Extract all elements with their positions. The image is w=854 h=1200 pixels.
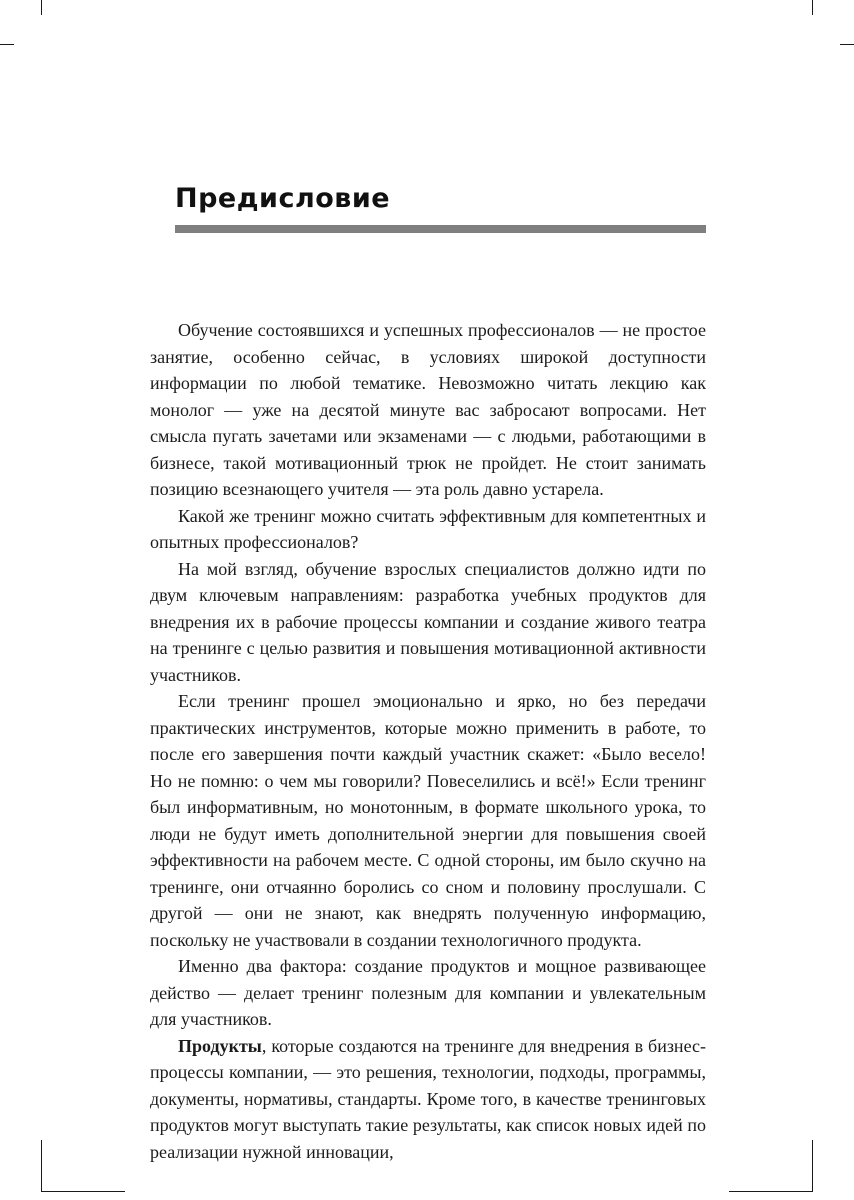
paragraph-1: Обучение состоявшихся и успешных профессионалов — не простое занятие, особенно сейчас, в условиях широкой доступности информации по любой тематике. Невозможно читать лекцию как монолог — уже на десятой минуте вас забросают вопросами. Нет смысла пугать зачетами или экзаменами — с людьми, работающими в бизнесе, такой мотивационный трюк не пройдет. Не стоит занимать позицию всезнающего учителя — эта роль давно устарела. (150, 320, 706, 499)
crop-mark-bottom-right-vertical (812, 1140, 813, 1192)
paragraph-3: На мой взгляд, обучение взрослых специалистов должно идти по двум ключевым направлениям: разработка учебных продуктов для внедрения их в рабочие процессы компании и создание живого театра на тренинге с целью развития и повышения мотивационной активности участников. (150, 558, 706, 685)
body-text (150, 317, 706, 1165)
crop-mark-top-left (41, 0, 42, 15)
paragraph-5: Именно два фактора: создание продуктов и мощное развивающее действо — делает тренинг полезным для компании и увлекательным для участников. (150, 956, 706, 1029)
page-content (150, 183, 706, 1165)
paragraph-products-rest: , которые создаются на тренинге для внедрения в бизнес-процессы компании, — это решения, технологии, подходы, программы, документы, нормативы, стандарты. Кроме того, в качестве тренинговых продуктов могут выступать такие результаты, как список новых идей по реализации нужной инновации, (150, 1035, 706, 1162)
crop-mark-bottom-left-horizontal (41, 1191, 125, 1192)
paragraph-products (150, 1033, 706, 1166)
crop-mark-left (0, 44, 14, 45)
chapter-title: Предисловие (175, 183, 391, 214)
paragraph-2: Какой же тренинг можно считать эффективным для компетентных и опытных профессионалов? (150, 505, 706, 552)
paragraph-4: Если тренинг прошел эмоционально и ярко, но без передачи практических инструментов, которые можно применить в работе, то после его завершения почти каждый участник скажет: «Было весело! Но не помню: о чем мы говорили? Повеселились и всё!» Если тренинг был информативным, но монотонным, в формате школьного урока, то люди не будут иметь дополнительной энергии для повышения своей эффективности на рабочем месте. С одной стороны, им было скучно на тренинге, они отчаянно боролись со сном и половину прослушали. С другой — они не знают, как внедрять полученную информацию, поскольку не участвовали в создании технологичного продукта. (150, 691, 706, 950)
crop-mark-right (840, 44, 854, 45)
crop-mark-top-right (812, 0, 813, 15)
crop-mark-bottom-left-vertical (41, 1140, 42, 1192)
paragraph-products-bold-lead: Продукты (178, 1035, 262, 1056)
title-rule (175, 225, 706, 233)
crop-mark-bottom-right-horizontal (729, 1191, 813, 1192)
